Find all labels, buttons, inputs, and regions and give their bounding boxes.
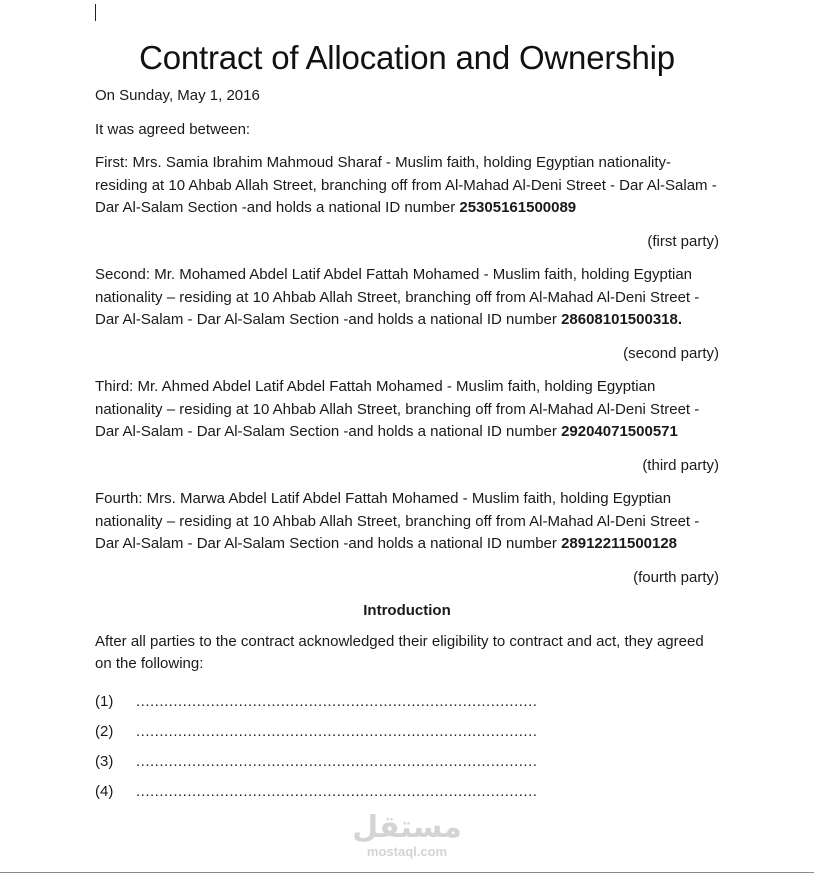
list-item-number: (1) [95,693,114,710]
party-second-paragraph [95,264,719,332]
text-cursor [95,4,96,21]
page-bottom-divider [0,872,814,873]
list-item-placeholder: ...................................................................................... [136,693,538,710]
party-third-label: (third party) [642,456,719,474]
list-item-number: (2) [95,723,114,740]
party-fourth-label: (fourth party) [633,568,719,586]
watermark-url: mostaql.com [366,844,448,859]
party-first-paragraph [95,152,719,220]
party-third-paragraph [95,376,719,444]
watermark [0,812,814,859]
document-title: Contract of Allocation and Ownership [139,39,675,76]
list-item [95,777,719,807]
list-item-placeholder: ...................................................................................... [136,753,538,770]
list-item-placeholder: ...................................................................................... [136,723,538,740]
list-item [95,687,719,717]
party-fourth-paragraph [95,488,719,556]
party-fourth-id: 28912211500128 [561,535,678,552]
numbered-list [95,687,719,807]
watermark-logo: مستقل [352,811,462,844]
party-second-id: 28608101500318. [561,311,683,328]
list-item-number: (4) [95,783,114,800]
party-third-text: Third: Mr. Ahmed Abdel Latif Abdel Fattah Mohamed - Muslim faith, holding Egyptian nationality – residing at 10 Ahbab Allah Street, branching off from Al-Mahad Al-Deni Street - Dar Al-Salam - Dar Al-Salam Section -and holds a national ID number [95,378,700,440]
party-second-label: (second party) [623,344,719,362]
document-page[interactable] [95,38,719,807]
party-third-id: 29204071500571 [561,423,678,440]
party-first-text: First: Mrs. Samia Ibrahim Mahmoud Sharaf - Muslim faith, holding Egyptian nationality- residing at 10 Ahbab Allah Street, branching off from Al-Mahad Al-Deni Street - Dar Al-Salam - Dar Al-Salam Section -and holds a national ID number [95,154,717,216]
list-item-number: (3) [95,753,114,770]
party-second-text: Second: Mr. Mohamed Abdel Latif Abdel Fattah Mohamed - Muslim faith, holding Egyptian nationality – residing at 10 Ahbab Allah Street, branching off from Al-Mahad Al-Deni Street - Dar Al-Salam - Dar Al-Salam Section -and holds a national ID number [95,266,700,328]
list-item [95,717,719,747]
date-line: On Sunday, May 1, 2016 [95,87,260,104]
party-first-id: 25305161500089 [459,199,577,216]
introduction-text: After all parties to the contract acknowledged their eligibility to contract and act, they agreed on the following: [95,632,704,672]
party-fourth-text: Fourth: Mrs. Marwa Abdel Latif Abdel Fattah Mohamed - Muslim faith, holding Egyptian nationality – residing at 10 Ahbab Allah Street, branching off from Al-Mahad Al-Deni Street - Dar Al-Salam - Dar Al-Salam Section -and holds a national ID number [95,490,700,552]
introduction-heading: Introduction [363,602,451,619]
list-item-placeholder: ...................................................................................... [136,783,538,800]
list-item [95,747,719,777]
agreed-line: It was agreed between: [95,120,251,138]
party-first-label: (first party) [647,232,719,250]
